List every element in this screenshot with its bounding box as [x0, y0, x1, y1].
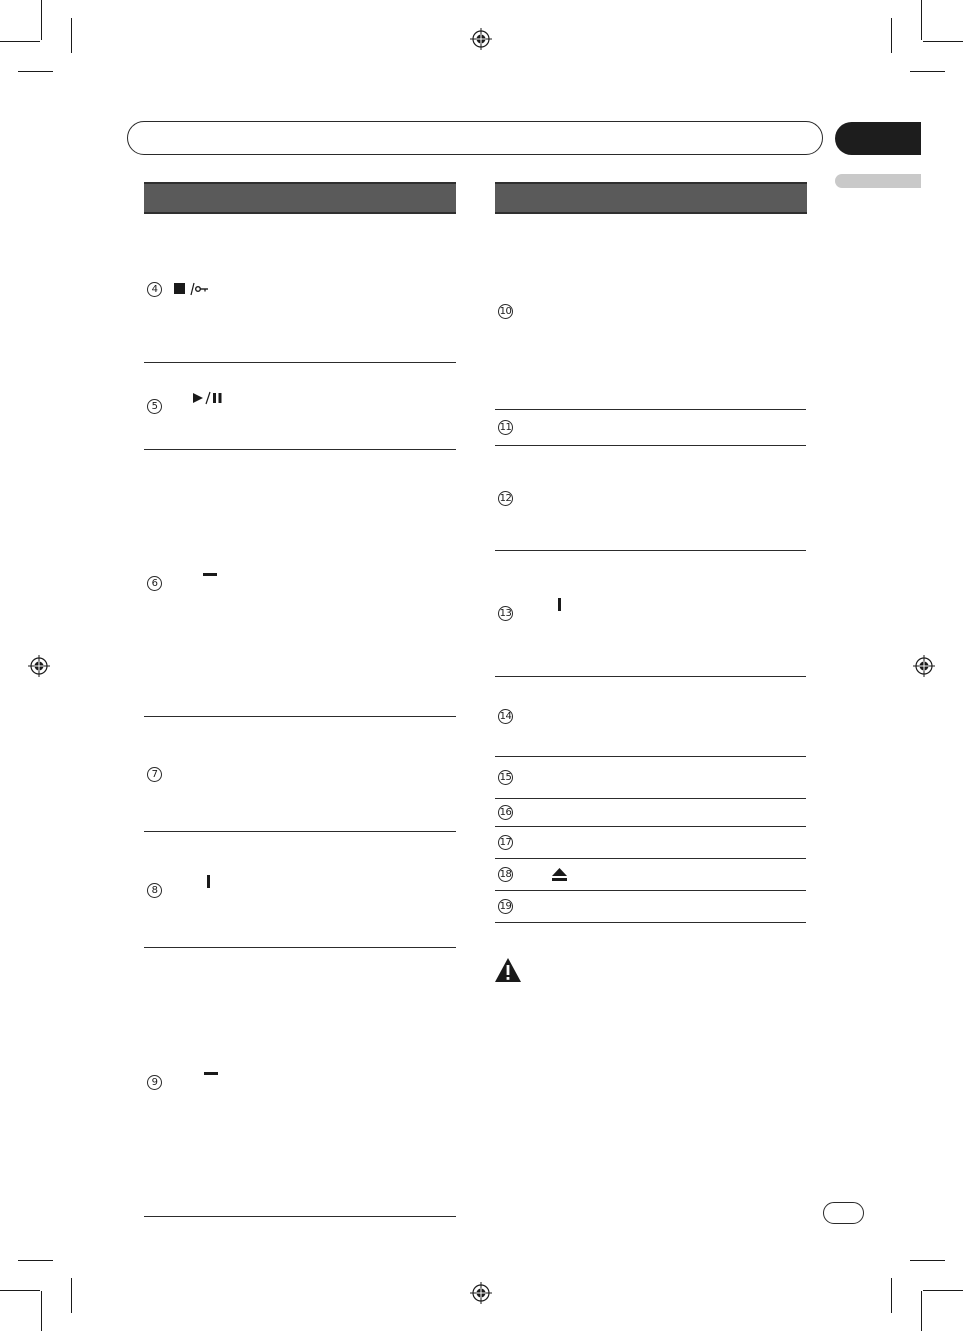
crop-mark — [921, 0, 922, 40]
crop-mark — [910, 71, 945, 72]
left-column-header — [144, 182, 456, 214]
divider — [144, 449, 456, 450]
crop-mark — [71, 18, 72, 53]
minus-icon — [203, 573, 217, 576]
divider — [495, 409, 806, 410]
page-number-badge — [823, 1202, 864, 1224]
item-number: 4 — [147, 282, 162, 297]
item-number: 13 — [499, 608, 512, 619]
registration-mark-icon — [470, 28, 492, 50]
crop-mark — [891, 1278, 892, 1313]
item-number: 18 — [499, 869, 512, 880]
item-number: 6 — [147, 576, 162, 591]
divider — [495, 756, 806, 757]
item-number: 11 — [499, 422, 512, 433]
section-header-bar — [127, 121, 823, 155]
item-number: 9 — [147, 1075, 162, 1090]
registration-mark-icon — [913, 655, 935, 677]
item-number: 15 — [499, 772, 512, 783]
minus-icon — [204, 1072, 218, 1075]
divider — [495, 445, 806, 446]
divider — [495, 798, 806, 799]
eject-icon — [551, 868, 568, 882]
right-column-header — [495, 182, 807, 214]
item-number: 19 — [499, 901, 512, 912]
crop-mark — [923, 1290, 963, 1291]
crop-mark — [923, 41, 963, 42]
divider — [495, 676, 806, 677]
divider — [495, 922, 806, 923]
bar-icon — [207, 875, 210, 888]
warning-icon — [494, 957, 522, 983]
divider — [144, 947, 456, 948]
item-number: 8 — [147, 883, 162, 898]
divider — [144, 831, 456, 832]
crop-mark — [891, 18, 892, 53]
crop-mark — [18, 71, 53, 72]
item-number: 10 — [499, 306, 512, 317]
crop-mark — [0, 41, 40, 42]
crop-mark — [921, 1291, 922, 1331]
item-number: 17 — [499, 837, 512, 848]
registration-mark-icon — [470, 1282, 492, 1304]
play-pause-icon — [193, 391, 227, 405]
divider — [144, 362, 456, 363]
divider — [144, 1216, 456, 1217]
item-number: 5 — [147, 399, 162, 414]
divider — [144, 716, 456, 717]
crop-mark — [41, 0, 42, 40]
divider — [495, 826, 806, 827]
divider — [495, 890, 806, 891]
crop-mark — [71, 1278, 72, 1313]
crop-mark — [910, 1260, 945, 1261]
crop-mark — [0, 1290, 40, 1291]
chapter-tab — [835, 122, 921, 155]
item-number: 7 — [147, 767, 162, 782]
crop-mark — [18, 1260, 53, 1261]
crop-mark — [41, 1291, 42, 1331]
divider — [495, 858, 806, 859]
language-tab — [835, 174, 921, 188]
item-number: 14 — [499, 711, 512, 722]
divider — [495, 550, 806, 551]
bar-icon — [558, 598, 561, 611]
item-number: 16 — [499, 807, 512, 818]
stop-lock-icon — [174, 282, 210, 296]
registration-mark-icon — [28, 655, 50, 677]
item-number: 12 — [499, 493, 512, 504]
